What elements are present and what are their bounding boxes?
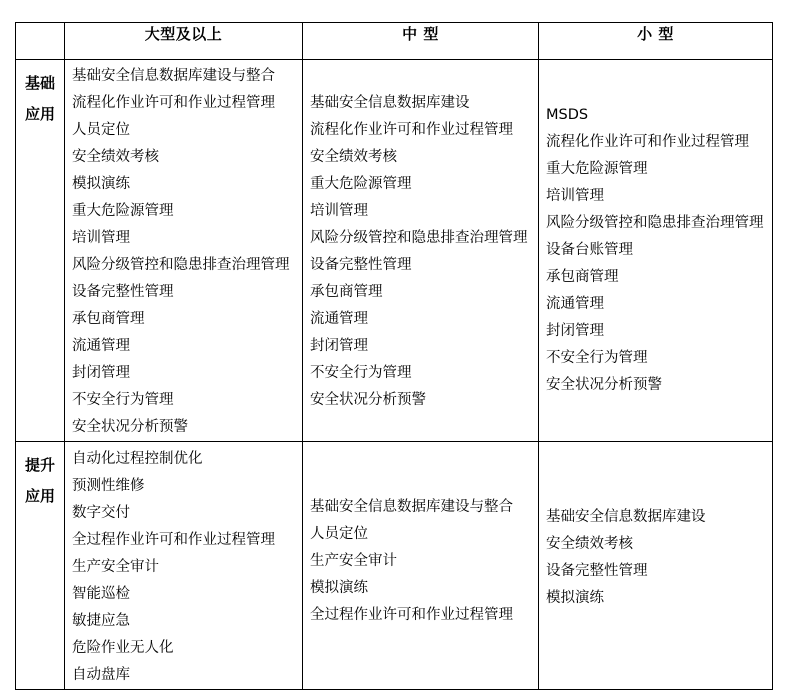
list-item: 重大危险源管理 <box>546 161 648 177</box>
list-item: 流程化作业许可和作业过程管理 <box>546 134 749 150</box>
list-item: 封闭管理 <box>310 338 368 354</box>
list-item: 流程化作业许可和作业过程管理 <box>310 122 513 138</box>
list-item: 不安全行为管理 <box>546 350 648 366</box>
list-item: 流程化作业许可和作业过程管理 <box>72 95 275 111</box>
list-item: 不安全行为管理 <box>72 392 174 408</box>
list-item: 承包商管理 <box>72 311 145 327</box>
header-cell-mid: 中 型 <box>303 23 539 60</box>
list-item: 培训管理 <box>310 203 368 219</box>
row-label-basic-line1: 基础 <box>24 74 55 92</box>
table-row <box>16 60 773 442</box>
list-item: 数字交付 <box>72 505 130 521</box>
list-item: 流通管理 <box>310 311 368 327</box>
list-item: 风险分级管控和隐患排查治理管理 <box>72 257 290 273</box>
cell-advanced-large <box>65 442 303 690</box>
list-item: 设备台账管理 <box>546 242 633 258</box>
list-item: 基础安全信息数据库建设与整合 <box>310 499 513 515</box>
row-label-advanced-line1: 提升 <box>24 456 55 474</box>
list-item: 流通管理 <box>546 296 604 312</box>
header-corner-cell <box>16 23 65 60</box>
table-row <box>16 442 773 690</box>
header-cell-small: 小 型 <box>539 23 773 60</box>
list-item: 自动化过程控制优化 <box>72 451 203 467</box>
list-item: 封闭管理 <box>546 323 604 339</box>
table-body <box>16 60 773 690</box>
list-item: 生产安全审计 <box>72 559 159 575</box>
item-list-advanced-small <box>539 442 772 612</box>
cell-advanced-small <box>539 442 773 690</box>
list-item: 封闭管理 <box>72 365 130 381</box>
list-item: 安全绩效考核 <box>72 149 159 165</box>
list-item: 模拟演练 <box>72 176 130 192</box>
list-item: 安全状况分析预警 <box>310 392 426 408</box>
list-item: 安全绩效考核 <box>546 536 633 552</box>
header-row <box>16 23 773 60</box>
cell-advanced-mid <box>303 442 539 690</box>
list-item: 智能巡检 <box>72 586 130 602</box>
list-item: 全过程作业许可和作业过程管理 <box>310 607 513 623</box>
list-item: 敏捷应急 <box>72 613 130 629</box>
list-item: 安全状况分析预警 <box>546 377 662 393</box>
list-item: 重大危险源管理 <box>310 176 412 192</box>
list-item: 风险分级管控和隐患排查治理管理 <box>546 215 764 231</box>
list-item: 基础安全信息数据库建设 <box>546 509 706 525</box>
row-label-advanced-application <box>16 442 65 690</box>
list-item: 危险作业无人化 <box>72 640 174 656</box>
list-item: 流通管理 <box>72 338 130 354</box>
row-label-advanced-line2: 应用 <box>24 487 55 505</box>
list-item: 安全状况分析预警 <box>72 419 188 435</box>
list-item: 培训管理 <box>546 188 604 204</box>
item-list-advanced-large <box>65 442 302 689</box>
list-item: 模拟演练 <box>546 590 604 606</box>
row-label-basic-line2: 应用 <box>24 105 55 123</box>
list-item: 自动盘库 <box>72 667 130 683</box>
item-list-basic-large <box>65 60 302 441</box>
list-item: 不安全行为管理 <box>310 365 412 381</box>
list-item: 基础安全信息数据库建设与整合 <box>72 68 275 84</box>
list-item: 设备完整性管理 <box>546 563 648 579</box>
list-item: 基础安全信息数据库建设 <box>310 95 470 111</box>
list-item: 安全绩效考核 <box>310 149 397 165</box>
list-item: 全过程作业许可和作业过程管理 <box>72 532 275 548</box>
list-item: 承包商管理 <box>546 269 619 285</box>
list-item: 预测性维修 <box>72 478 145 494</box>
list-item: 人员定位 <box>72 122 130 138</box>
list-item: 设备完整性管理 <box>310 257 412 273</box>
cell-basic-small <box>539 60 773 442</box>
item-list-basic-mid <box>303 60 538 414</box>
item-list-basic-small <box>539 60 772 399</box>
list-item: MSDS <box>546 107 589 123</box>
list-item: 风险分级管控和隐患排查治理管理 <box>310 230 528 246</box>
list-item: 重大危险源管理 <box>72 203 174 219</box>
capability-matrix-table <box>15 22 773 690</box>
list-item: 模拟演练 <box>310 580 368 596</box>
header-cell-large: 大型及以上 <box>65 23 303 60</box>
table-header <box>16 23 773 60</box>
cell-basic-mid <box>303 60 539 442</box>
list-item: 培训管理 <box>72 230 130 246</box>
cell-basic-large <box>65 60 303 442</box>
item-list-advanced-mid <box>303 442 538 629</box>
list-item: 人员定位 <box>310 526 368 542</box>
row-label-basic-application <box>16 60 65 442</box>
list-item: 承包商管理 <box>310 284 383 300</box>
list-item: 设备完整性管理 <box>72 284 174 300</box>
list-item: 生产安全审计 <box>310 553 397 569</box>
